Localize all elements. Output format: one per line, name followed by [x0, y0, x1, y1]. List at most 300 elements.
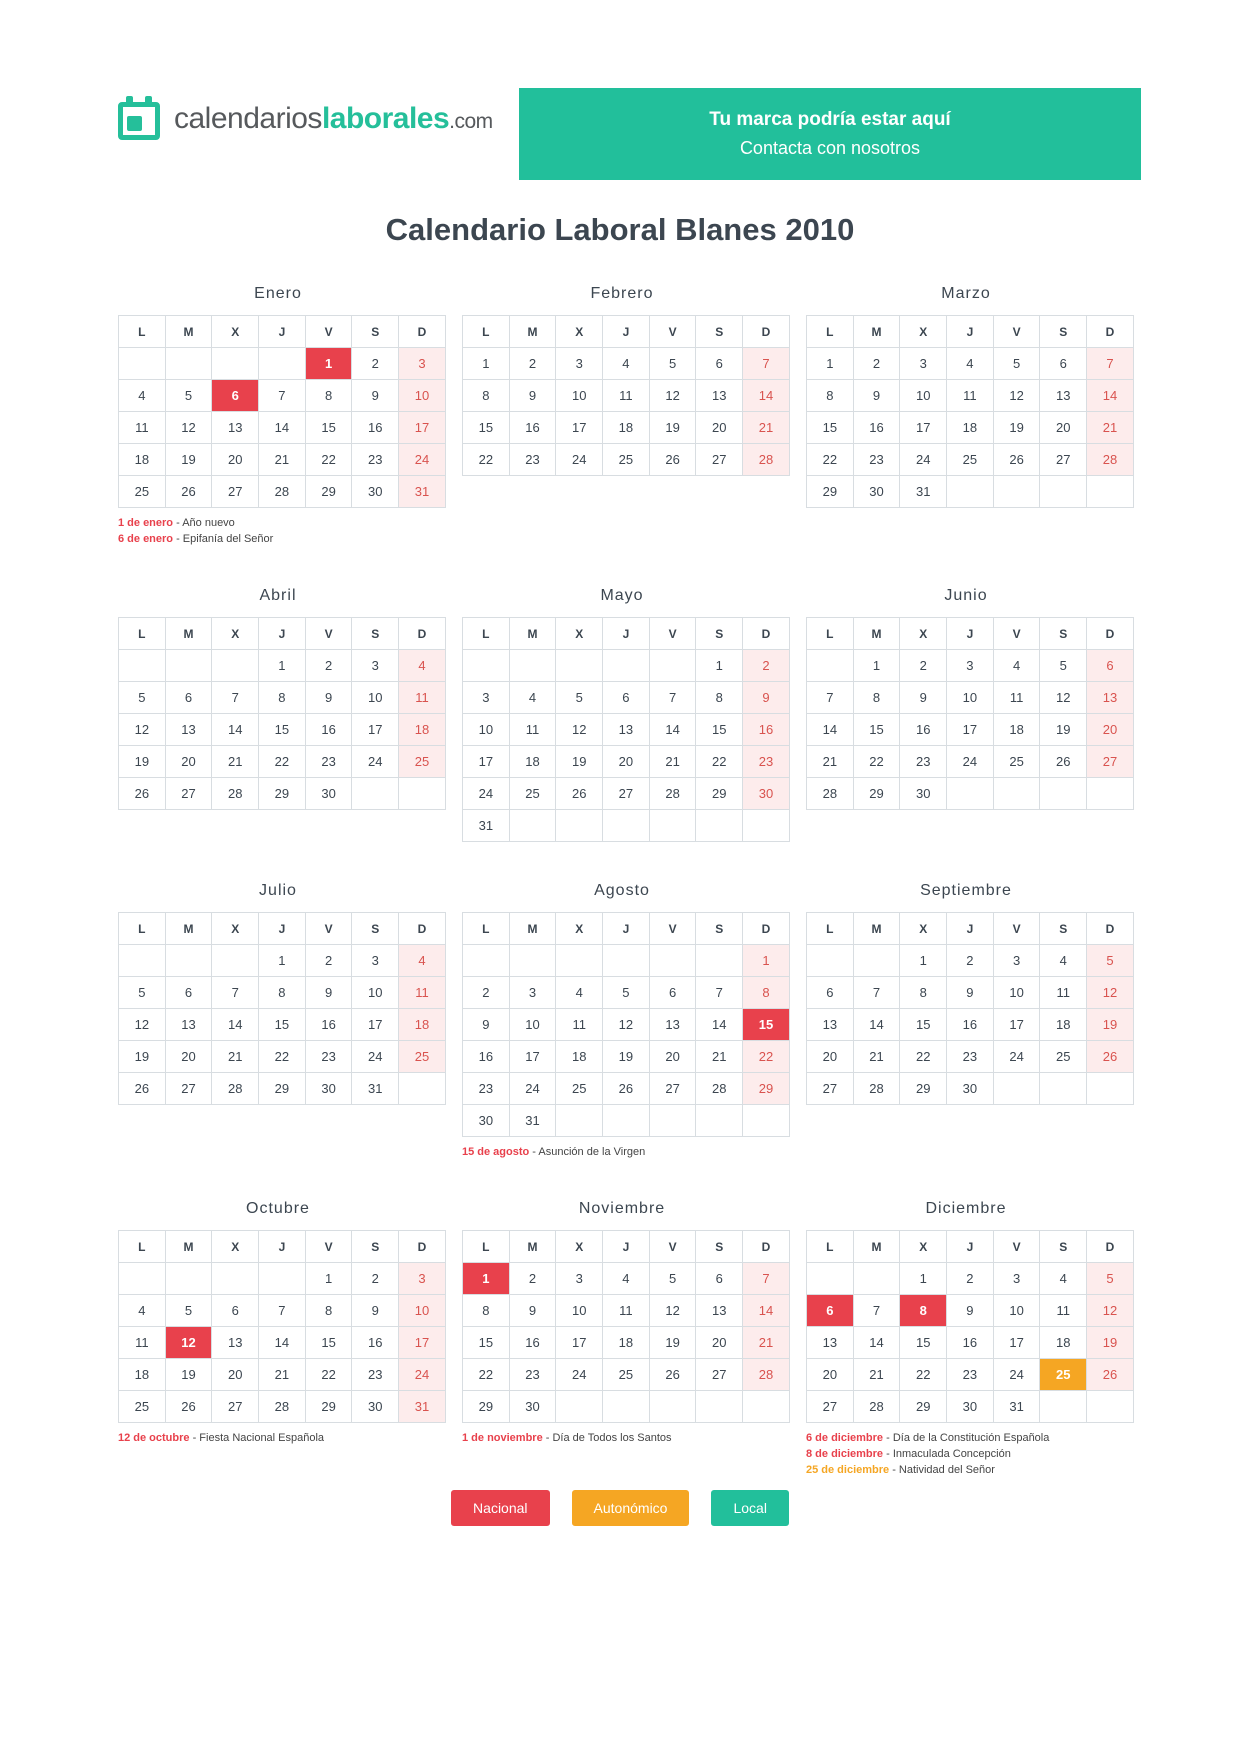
day-cell: 21: [212, 746, 259, 778]
empty-day-cell: [1040, 476, 1087, 508]
holiday-note: [462, 1430, 782, 1446]
week-row: [119, 682, 446, 714]
weekday-header-row: [119, 618, 446, 650]
day-cell: 22: [305, 444, 352, 476]
weekday-header: S: [696, 913, 743, 945]
empty-day-cell: [463, 650, 510, 682]
weekday-header: J: [603, 316, 650, 348]
month-name: Diciembre: [925, 1200, 1007, 1217]
day-cell: 13: [696, 1295, 743, 1327]
day-cell: 19: [556, 746, 603, 778]
empty-day-cell: [649, 810, 696, 842]
week-row: [119, 1295, 446, 1327]
day-cell: 23: [352, 444, 399, 476]
day-cell: 11: [399, 977, 446, 1009]
day-cell: 1: [900, 1263, 947, 1295]
weekday-header: M: [853, 913, 900, 945]
day-cell: 10: [947, 682, 994, 714]
weekday-header: L: [807, 913, 854, 945]
month-block: [806, 285, 1126, 547]
day-cell: 26: [165, 1391, 212, 1423]
day-cell: 2: [853, 348, 900, 380]
weekday-header: D: [743, 316, 790, 348]
day-cell: 30: [352, 1391, 399, 1423]
month-row: [118, 1200, 1128, 1478]
empty-day-cell: [853, 1263, 900, 1295]
day-cell: 1: [696, 650, 743, 682]
empty-day-cell: [119, 945, 166, 977]
week-row: [807, 945, 1134, 977]
day-cell: 13: [165, 714, 212, 746]
weekday-header: D: [399, 618, 446, 650]
day-cell: 4: [119, 380, 166, 412]
day-cell: 23: [853, 444, 900, 476]
weekday-header-row: [463, 618, 790, 650]
week-row: [807, 1295, 1134, 1327]
weekday-header: S: [1040, 618, 1087, 650]
weekday-header: S: [1040, 913, 1087, 945]
day-cell: 10: [993, 1295, 1040, 1327]
day-cell: 23: [947, 1041, 994, 1073]
week-row: [119, 714, 446, 746]
week-row: [807, 444, 1134, 476]
weekday-header: S: [1040, 1231, 1087, 1263]
day-cell: 5: [165, 1295, 212, 1327]
legend-autonomico: Autonómico: [572, 1490, 690, 1526]
weekday-header: S: [696, 316, 743, 348]
logo-text: [174, 102, 493, 136]
day-cell-holiday: 1: [463, 1263, 510, 1295]
day-cell: 8: [305, 380, 352, 412]
day-cell: 11: [947, 380, 994, 412]
weekday-header: J: [947, 618, 994, 650]
day-cell: 14: [807, 714, 854, 746]
day-cell: 10: [399, 1295, 446, 1327]
day-cell: 11: [603, 1295, 650, 1327]
day-cell: 29: [743, 1073, 790, 1105]
day-cell: 23: [509, 444, 556, 476]
week-row: [463, 1359, 790, 1391]
day-cell: 8: [807, 380, 854, 412]
month-name: Marzo: [941, 285, 991, 302]
day-cell: 7: [259, 380, 306, 412]
weekday-header: V: [305, 1231, 352, 1263]
day-cell: 29: [259, 1073, 306, 1105]
week-row: [119, 1359, 446, 1391]
holiday-note-text: - Inmaculada Concepción: [883, 1448, 1011, 1460]
weekday-header: J: [947, 316, 994, 348]
day-cell: 16: [352, 412, 399, 444]
month-name: Julio: [259, 882, 297, 899]
day-cell: 1: [743, 945, 790, 977]
day-cell: 26: [1087, 1041, 1134, 1073]
day-cell: 3: [399, 348, 446, 380]
holiday-note-date: 8 de diciembre: [806, 1448, 884, 1460]
day-cell: 7: [212, 682, 259, 714]
holiday-note: [806, 1462, 1126, 1478]
week-row: [119, 1009, 446, 1041]
day-cell: 4: [509, 682, 556, 714]
empty-day-cell: [259, 1263, 306, 1295]
empty-day-cell: [259, 348, 306, 380]
week-row: [807, 348, 1134, 380]
weekday-header: J: [259, 618, 306, 650]
day-cell: 19: [119, 746, 166, 778]
empty-day-cell: [165, 348, 212, 380]
day-cell: 16: [743, 714, 790, 746]
day-cell: 15: [853, 714, 900, 746]
week-row: [463, 1295, 790, 1327]
month-table: [806, 912, 1134, 1105]
weekday-header: J: [603, 1231, 650, 1263]
day-cell: 25: [1040, 1041, 1087, 1073]
day-cell: 12: [649, 1295, 696, 1327]
day-cell: 28: [743, 1359, 790, 1391]
day-cell: 20: [165, 746, 212, 778]
weekday-header: S: [696, 1231, 743, 1263]
weekday-header: V: [993, 316, 1040, 348]
weekday-header: M: [165, 913, 212, 945]
day-cell: 3: [993, 945, 1040, 977]
week-row: [463, 348, 790, 380]
day-cell: 17: [556, 1327, 603, 1359]
day-cell: 2: [509, 1263, 556, 1295]
empty-day-cell: [696, 1105, 743, 1137]
month-block: [806, 882, 1126, 1160]
day-cell: 6: [1040, 348, 1087, 380]
week-row: [807, 714, 1134, 746]
day-cell: 24: [399, 444, 446, 476]
day-cell: 15: [305, 1327, 352, 1359]
month-name: Octubre: [246, 1200, 310, 1217]
day-cell: 31: [900, 476, 947, 508]
holiday-note-date: 15 de agosto: [462, 1146, 530, 1158]
empty-day-cell: [807, 650, 854, 682]
weekday-header: V: [993, 1231, 1040, 1263]
day-cell: 24: [993, 1041, 1040, 1073]
week-row: [119, 1327, 446, 1359]
day-cell: 19: [993, 412, 1040, 444]
week-row: [463, 444, 790, 476]
day-cell: 25: [603, 444, 650, 476]
day-cell: 8: [900, 977, 947, 1009]
empty-day-cell: [212, 945, 259, 977]
day-cell: 9: [947, 1295, 994, 1327]
month-block: [462, 1200, 782, 1478]
empty-day-cell: [509, 945, 556, 977]
month-table: [806, 315, 1134, 508]
weekday-header: S: [352, 618, 399, 650]
month-table: [462, 1230, 790, 1423]
month-block: [118, 285, 438, 547]
day-cell: 9: [305, 682, 352, 714]
day-cell: 5: [119, 682, 166, 714]
day-cell: 14: [259, 1327, 306, 1359]
day-cell: 31: [399, 1391, 446, 1423]
day-cell: 13: [212, 1327, 259, 1359]
week-row: [463, 778, 790, 810]
day-cell: 25: [509, 778, 556, 810]
weekday-header: J: [259, 913, 306, 945]
holiday-note-date: 1 de noviembre: [462, 1432, 543, 1444]
day-cell: 16: [352, 1327, 399, 1359]
weekday-header: V: [649, 1231, 696, 1263]
legend-nacional: Nacional: [451, 1490, 549, 1526]
empty-day-cell: [556, 1105, 603, 1137]
day-cell: 29: [696, 778, 743, 810]
day-cell: 9: [509, 1295, 556, 1327]
day-cell: 3: [509, 977, 556, 1009]
logo-text-part3: .com: [449, 110, 493, 133]
day-cell: 16: [305, 1009, 352, 1041]
holiday-note: [118, 515, 438, 531]
day-cell: 24: [352, 746, 399, 778]
day-cell: 8: [853, 682, 900, 714]
weekday-header: L: [119, 1231, 166, 1263]
month-table: [118, 315, 446, 508]
empty-day-cell: [743, 1105, 790, 1137]
empty-day-cell: [696, 945, 743, 977]
day-cell: 8: [259, 977, 306, 1009]
day-cell: 5: [1087, 945, 1134, 977]
week-row: [119, 1041, 446, 1073]
day-cell: 22: [305, 1359, 352, 1391]
day-cell: 21: [853, 1359, 900, 1391]
holiday-note: [806, 1430, 1126, 1446]
ad-banner[interactable]: [519, 88, 1141, 180]
day-cell: 7: [259, 1295, 306, 1327]
weekday-header: L: [119, 618, 166, 650]
weekday-header: D: [399, 913, 446, 945]
day-cell: 20: [212, 1359, 259, 1391]
week-row: [807, 778, 1134, 810]
day-cell-holiday: 1: [305, 348, 352, 380]
day-cell: 6: [649, 977, 696, 1009]
weekday-header: S: [352, 913, 399, 945]
day-cell: 5: [119, 977, 166, 1009]
day-cell: 22: [853, 746, 900, 778]
weekday-header: D: [399, 316, 446, 348]
holiday-note-text: - Año nuevo: [173, 517, 235, 529]
empty-day-cell: [853, 945, 900, 977]
day-cell: 11: [1040, 977, 1087, 1009]
holiday-note-text: - Día de la Constitución Española: [883, 1432, 1050, 1444]
week-row: [807, 1073, 1134, 1105]
weekday-header-row: [463, 316, 790, 348]
weekday-header: D: [1087, 618, 1134, 650]
day-cell: 14: [853, 1327, 900, 1359]
day-cell: 17: [463, 746, 510, 778]
day-cell-holiday: 12: [165, 1327, 212, 1359]
day-cell: 20: [1087, 714, 1134, 746]
day-cell: 29: [900, 1391, 947, 1423]
day-cell: 15: [807, 412, 854, 444]
day-cell: 19: [1087, 1009, 1134, 1041]
day-cell: 3: [463, 682, 510, 714]
empty-day-cell: [696, 810, 743, 842]
day-cell: 2: [947, 1263, 994, 1295]
day-cell: 13: [1087, 682, 1134, 714]
day-cell: 28: [743, 444, 790, 476]
month-name: Septiembre: [920, 882, 1012, 899]
empty-day-cell: [212, 348, 259, 380]
day-cell: 24: [993, 1359, 1040, 1391]
day-cell: 19: [119, 1041, 166, 1073]
day-cell: 15: [463, 1327, 510, 1359]
empty-day-cell: [509, 650, 556, 682]
weekday-header: D: [1087, 316, 1134, 348]
day-cell: 7: [853, 1295, 900, 1327]
week-row: [807, 650, 1134, 682]
day-cell: 10: [463, 714, 510, 746]
holiday-note-text: - Epifanía del Señor: [173, 533, 274, 545]
day-cell: 24: [556, 1359, 603, 1391]
month-table: [806, 617, 1134, 810]
day-cell: 4: [947, 348, 994, 380]
week-row: [463, 714, 790, 746]
day-cell: 7: [212, 977, 259, 1009]
site-logo[interactable]: [118, 96, 493, 142]
empty-day-cell: [556, 650, 603, 682]
day-cell: 9: [900, 682, 947, 714]
day-cell-holiday: 25: [1040, 1359, 1087, 1391]
day-cell: 6: [165, 682, 212, 714]
week-row: [119, 348, 446, 380]
weekday-header: V: [993, 618, 1040, 650]
empty-day-cell: [1087, 1391, 1134, 1423]
day-cell: 15: [259, 1009, 306, 1041]
day-cell: 18: [1040, 1009, 1087, 1041]
legend: [0, 1490, 1240, 1526]
weekday-header: X: [556, 618, 603, 650]
day-cell: 15: [900, 1327, 947, 1359]
weekday-header-row: [807, 1231, 1134, 1263]
day-cell: 3: [399, 1263, 446, 1295]
weekday-header-row: [807, 618, 1134, 650]
day-cell: 14: [212, 714, 259, 746]
month-name: Enero: [254, 285, 302, 302]
day-cell: 24: [463, 778, 510, 810]
day-cell: 27: [212, 476, 259, 508]
weekday-header-row: [119, 1231, 446, 1263]
day-cell: 2: [352, 1263, 399, 1295]
day-cell: 18: [556, 1041, 603, 1073]
weekday-header: S: [352, 1231, 399, 1263]
empty-day-cell: [119, 650, 166, 682]
weekday-header: S: [696, 618, 743, 650]
day-cell: 28: [259, 1391, 306, 1423]
day-cell: 10: [352, 682, 399, 714]
month-name: Junio: [944, 587, 988, 604]
day-cell: 17: [993, 1009, 1040, 1041]
week-row: [807, 380, 1134, 412]
day-cell: 16: [900, 714, 947, 746]
empty-day-cell: [556, 810, 603, 842]
day-cell: 12: [603, 1009, 650, 1041]
day-cell: 10: [993, 977, 1040, 1009]
day-cell: 15: [259, 714, 306, 746]
page-header: [0, 88, 1240, 180]
day-cell: 4: [399, 650, 446, 682]
month-block: [462, 882, 782, 1160]
row-spacer: [118, 547, 1128, 587]
weekday-header-row: [807, 913, 1134, 945]
day-cell: 10: [352, 977, 399, 1009]
day-cell: 14: [1087, 380, 1134, 412]
day-cell: 20: [1040, 412, 1087, 444]
day-cell: 5: [603, 977, 650, 1009]
day-cell: 24: [900, 444, 947, 476]
day-cell: 25: [399, 746, 446, 778]
day-cell: 12: [119, 1009, 166, 1041]
holiday-note-text: - Fiesta Nacional Española: [189, 1432, 325, 1444]
row-spacer: [118, 1160, 1128, 1200]
day-cell: 2: [463, 977, 510, 1009]
day-cell: 13: [807, 1327, 854, 1359]
week-row: [463, 945, 790, 977]
weekday-header: S: [1040, 316, 1087, 348]
weekday-header: V: [649, 913, 696, 945]
week-row: [119, 650, 446, 682]
day-cell: 13: [212, 412, 259, 444]
day-cell: 26: [649, 444, 696, 476]
week-row: [119, 412, 446, 444]
day-cell: 23: [900, 746, 947, 778]
day-cell: 5: [165, 380, 212, 412]
empty-day-cell: [556, 1391, 603, 1423]
day-cell: 12: [1040, 682, 1087, 714]
day-cell: 31: [399, 476, 446, 508]
day-cell: 21: [259, 1359, 306, 1391]
week-row: [119, 1263, 446, 1295]
day-cell: 5: [556, 682, 603, 714]
empty-day-cell: [165, 1263, 212, 1295]
day-cell: 28: [649, 778, 696, 810]
weekday-header: L: [807, 1231, 854, 1263]
week-row: [119, 1391, 446, 1423]
day-cell: 25: [119, 476, 166, 508]
day-cell: 18: [1040, 1327, 1087, 1359]
week-row: [463, 1105, 790, 1137]
weekday-header: J: [947, 913, 994, 945]
day-cell: 9: [352, 380, 399, 412]
day-cell: 3: [947, 650, 994, 682]
day-cell: 28: [259, 476, 306, 508]
day-cell: 26: [603, 1073, 650, 1105]
empty-day-cell: [509, 810, 556, 842]
weekday-header: X: [212, 618, 259, 650]
empty-day-cell: [119, 1263, 166, 1295]
day-cell: 18: [603, 1327, 650, 1359]
day-cell: 11: [509, 714, 556, 746]
day-cell: 8: [463, 380, 510, 412]
day-cell: 11: [119, 1327, 166, 1359]
day-cell: 6: [696, 1263, 743, 1295]
day-cell: 19: [1087, 1327, 1134, 1359]
day-cell: 26: [165, 476, 212, 508]
day-cell: 4: [603, 348, 650, 380]
day-cell: 17: [509, 1041, 556, 1073]
day-cell: 16: [463, 1041, 510, 1073]
empty-day-cell: [649, 1105, 696, 1137]
day-cell: 21: [807, 746, 854, 778]
day-cell: 13: [165, 1009, 212, 1041]
month-table: [462, 912, 790, 1137]
day-cell: 19: [603, 1041, 650, 1073]
holiday-note-text: - Asunción de la Virgen: [529, 1146, 646, 1158]
day-cell: 7: [807, 682, 854, 714]
month-name: Abril: [259, 587, 297, 604]
